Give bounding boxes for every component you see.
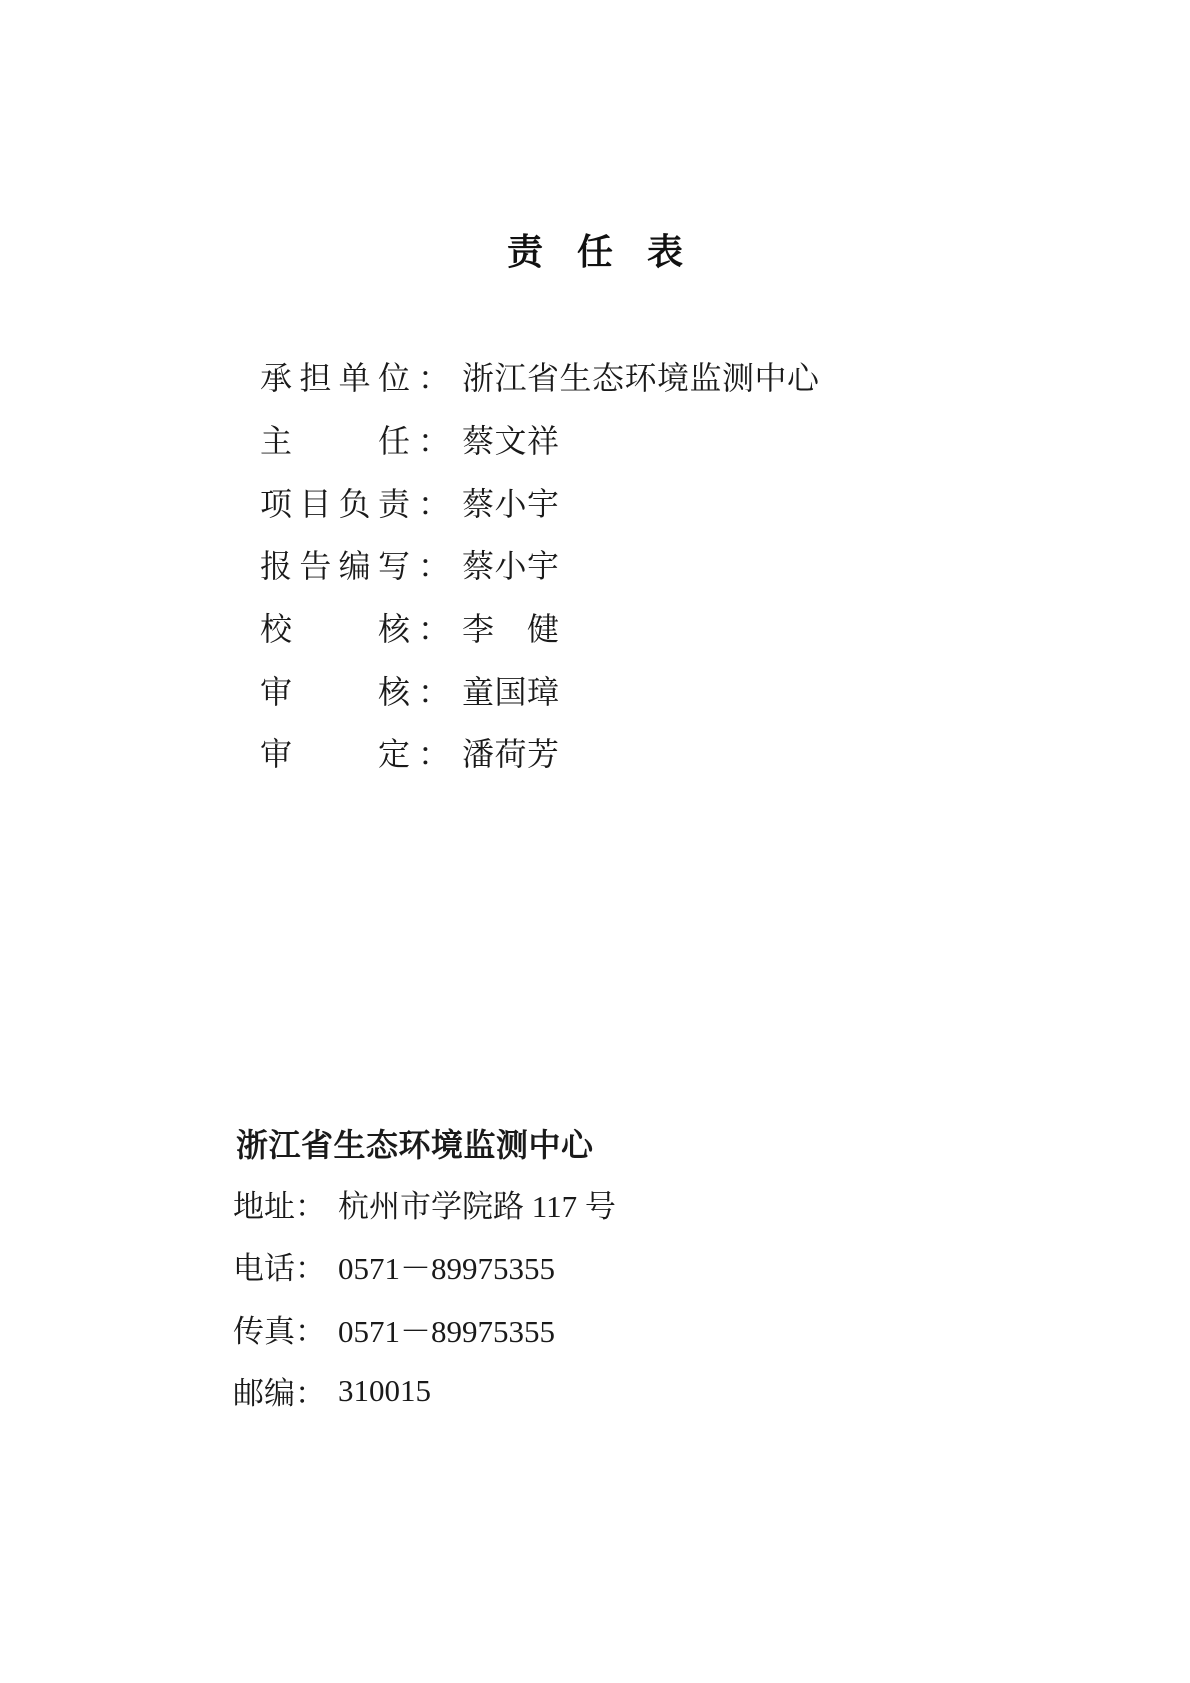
field-value: 蔡小宇 [462, 485, 560, 522]
field-value: 李 健 [462, 611, 560, 648]
contact-info-block [233, 1172, 616, 1422]
row-reviewer [260, 658, 820, 721]
field-label: 审 核 [260, 673, 410, 710]
contact-label: 邮编 [233, 1376, 295, 1412]
colon: ： [418, 423, 451, 460]
row-checker [260, 596, 820, 659]
organization-name: 浙江省生态环境监测中心 [236, 1127, 594, 1163]
row-project-leader [260, 470, 820, 533]
field-value: 蔡小宇 [462, 548, 560, 585]
contact-label: 传真 [233, 1313, 295, 1349]
field-label: 校 核 [260, 611, 410, 648]
field-value: 潘荷芳 [462, 736, 560, 773]
colon: ： [418, 611, 451, 648]
colon: ： [295, 1313, 326, 1349]
field-label: 审 定 [260, 736, 410, 773]
row-approver [260, 721, 820, 784]
address-line [233, 1172, 616, 1235]
colon: ： [418, 485, 451, 522]
row-undertaking-unit [260, 345, 820, 408]
colon: ： [418, 360, 451, 397]
colon: ： [295, 1251, 326, 1287]
contact-value: 0571－89975355 [338, 1251, 555, 1287]
colon: ： [418, 736, 451, 773]
fax-line [233, 1297, 616, 1360]
row-director [260, 408, 820, 471]
field-label: 报 告 编 写 [260, 548, 410, 585]
contact-label: 电话 [233, 1251, 295, 1287]
field-value: 蔡文祥 [462, 423, 560, 460]
field-value: 浙江省生态环境监测中心 [462, 360, 820, 397]
row-report-writer [260, 533, 820, 596]
phone-line [233, 1235, 616, 1298]
field-label: 项 目 负 责 [260, 485, 410, 522]
page-title-wrapper [0, 233, 1190, 273]
field-label: 承 担 单 位 [260, 360, 410, 397]
colon: ： [295, 1188, 326, 1224]
page-title: 责 任 表 [507, 232, 683, 272]
field-label: 主 任 [260, 423, 410, 460]
contact-value: 0571－89975355 [338, 1313, 555, 1349]
colon: ： [418, 548, 451, 585]
responsibility-list [260, 345, 820, 784]
field-value: 童国璋 [462, 673, 560, 710]
postcode-line [233, 1360, 616, 1423]
contact-label: 地址 [233, 1188, 295, 1224]
colon: ： [295, 1376, 326, 1412]
contact-value: 310015 [338, 1372, 431, 1408]
colon: ： [418, 673, 451, 710]
contact-value: 杭州市学院路 117 号 [338, 1188, 616, 1224]
